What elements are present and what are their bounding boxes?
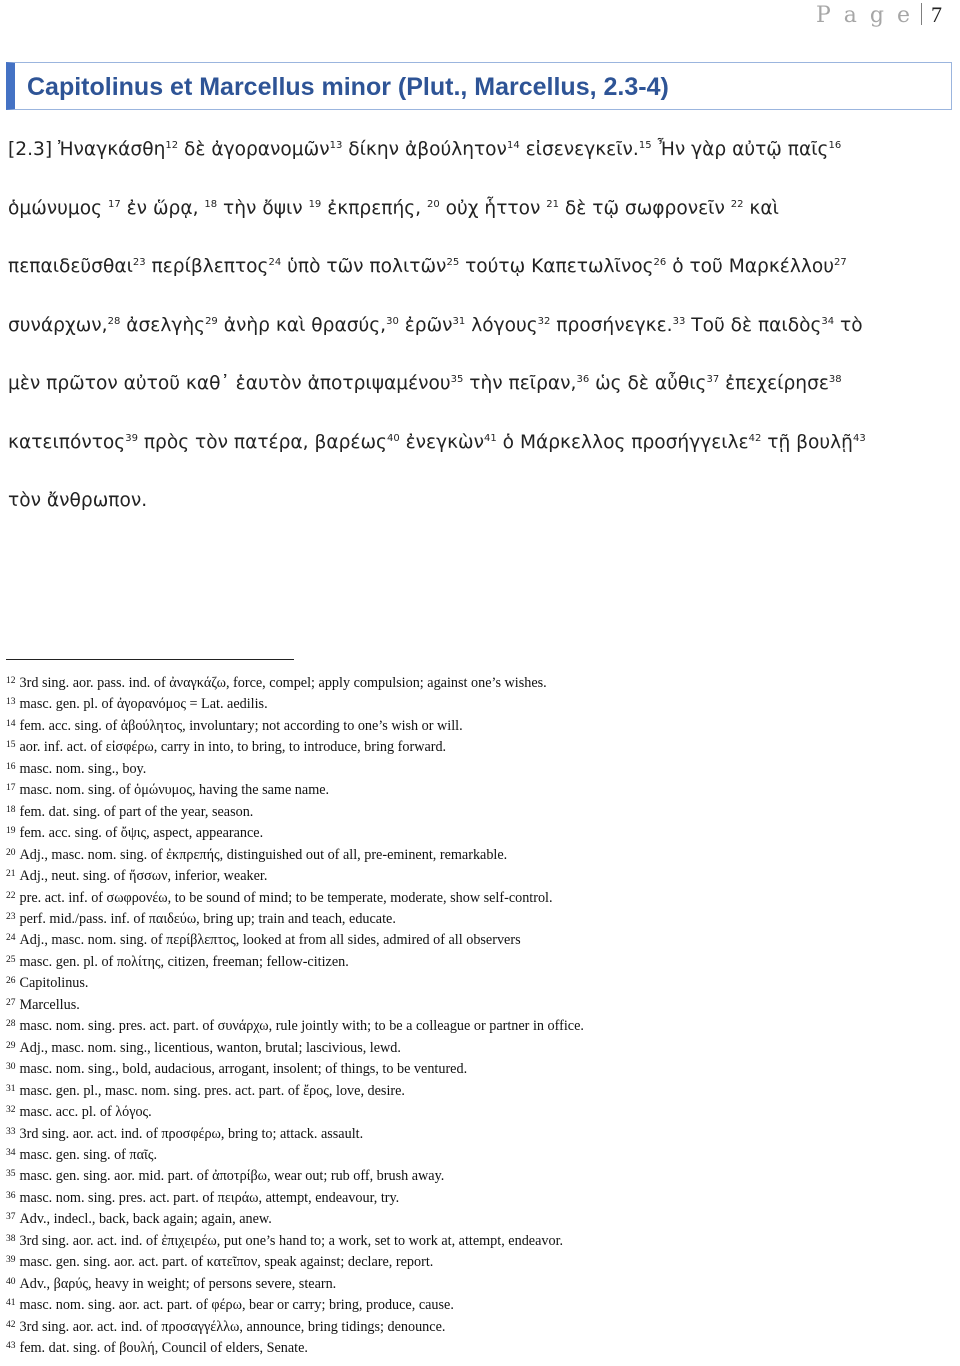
footnote-ref[interactable]: 20 <box>426 198 440 210</box>
footnote-text: Adj., masc. nom. sing. of περίβλεπτος, looked at from all sides, admired of all observers <box>19 932 521 949</box>
footnote-text: masc. acc. pl. of λόγος. <box>19 1104 152 1121</box>
footnote-number: 43 <box>6 1341 16 1352</box>
passage-text: οὐχ ἧττον <box>439 197 547 219</box>
footnote-item <box>6 1317 584 1338</box>
passage-line-7 <box>8 490 147 511</box>
footnote-ref[interactable]: 23 <box>132 257 146 268</box>
passage-text: συνάρχων, <box>8 314 108 336</box>
footnote-ref[interactable]: 27 <box>833 257 847 268</box>
footnote-item <box>6 694 584 715</box>
footnote-item <box>6 1102 584 1123</box>
footnote-ref[interactable]: 36 <box>576 374 590 385</box>
footnote-item <box>6 1274 584 1295</box>
passage-text: καὶ <box>743 197 779 219</box>
footnote-number: 23 <box>6 911 16 922</box>
footnote-item <box>6 780 584 801</box>
footnote-text: masc. gen. sing. of παῖς. <box>19 1146 158 1163</box>
footnote-text: Adv., βαρύς, heavy in weight; of persons severe, stearn. <box>19 1275 337 1292</box>
passage-text: πρὸς τὸν πατέρα, βαρέως <box>137 431 387 453</box>
footnote-text: masc. gen. sing. aor. act. part. of κατεῖπον, speak against; declare, report. <box>19 1254 434 1271</box>
passage-text: ἐκπρεπής, <box>321 197 427 219</box>
footnote-ref[interactable]: 28 <box>107 315 121 327</box>
footnote-ref[interactable]: 40 <box>386 432 400 444</box>
passage-text: προσήνεγκε. <box>550 314 673 336</box>
footnote-item <box>6 802 584 823</box>
footnote-item <box>6 1059 584 1080</box>
footnote-number: 12 <box>6 676 16 686</box>
footnote-number: 38 <box>6 1233 16 1244</box>
footnote-text: masc. nom. sing. of ὁμώνυμος, having the same name. <box>19 782 330 799</box>
footnote-ref[interactable]: 33 <box>672 315 686 327</box>
footnote-ref[interactable]: 24 <box>268 257 282 268</box>
passage-text: τὴν ὄψιν <box>217 197 309 219</box>
footnote-number: 20 <box>6 847 16 858</box>
footnote-item <box>6 1338 584 1359</box>
footnote-ref[interactable]: 21 <box>546 198 559 210</box>
footnote-item <box>6 1252 584 1273</box>
footnote-ref[interactable]: 14 <box>506 140 520 151</box>
footnote-list <box>6 673 584 1360</box>
footnote-ref[interactable]: 12 <box>165 140 179 151</box>
passage-text: τὴν πεῖραν, <box>463 373 577 394</box>
footnote-ref[interactable]: 16 <box>828 140 842 151</box>
footnote-ref[interactable]: 42 <box>748 432 762 444</box>
passage-line-6 <box>8 432 866 453</box>
footnote-ref[interactable]: 13 <box>329 140 343 151</box>
footnote-ref[interactable]: 35 <box>450 374 464 385</box>
passage-text: λόγους <box>465 314 538 336</box>
footnote-number: 36 <box>6 1190 16 1201</box>
footnote-ref[interactable]: 32 <box>537 315 551 327</box>
footnote-item <box>6 1209 584 1230</box>
footnote-number: 31 <box>6 1083 16 1094</box>
footnote-item <box>6 866 584 887</box>
footnote-text: masc. gen. pl., masc. nom. sing. pres. act. part. of ἔρος, love, desire. <box>19 1082 405 1099</box>
footnote-item <box>6 930 584 951</box>
passage-text: περίβλεπτος <box>145 256 269 277</box>
footnote-number: 40 <box>6 1276 16 1287</box>
footnote-item <box>6 1081 584 1102</box>
footnote-item <box>6 1016 584 1037</box>
footnote-number: 34 <box>6 1147 16 1158</box>
footnote-number: 29 <box>6 1040 16 1051</box>
passage-text: ἐνεγκὼν <box>399 431 485 453</box>
footnote-item <box>6 716 584 737</box>
footnote-number: 37 <box>6 1212 16 1223</box>
footnote-number: 32 <box>6 1105 16 1116</box>
passage-text: ὁ Μάρκελλος προσήγγειλε <box>496 431 749 453</box>
page-separator <box>921 3 922 25</box>
passage-text: πεπαιδεῦσθαι <box>8 256 133 277</box>
footnote-text: Marcellus. <box>19 996 80 1013</box>
footnote-number: 13 <box>6 697 16 708</box>
footnote-ref[interactable]: 15 <box>638 140 652 151</box>
footnote-text: 3rd sing. aor. act. ind. of προσαγγέλλω, announce, bring tidings; denounce. <box>19 1318 446 1335</box>
footnote-text: perf. mid./pass. inf. of παιδεύω, bring up; train and teach, educate. <box>19 910 396 927</box>
page-header <box>816 2 942 29</box>
footnote-item <box>6 1231 584 1252</box>
footnote-text: masc. nom. sing., boy. <box>19 760 147 777</box>
footnote-item <box>6 1124 584 1145</box>
footnote-item <box>6 759 584 780</box>
passage-line-1 <box>8 139 841 160</box>
passage-text: τὸν ἄνθρωπον. <box>8 490 148 511</box>
passage-text: εἰσενεγκεῖν. <box>519 139 639 160</box>
footnote-number: 33 <box>6 1126 16 1137</box>
footnote-text: fem. dat. sing. of part of the year, season. <box>19 803 254 820</box>
footnote-item <box>6 737 584 758</box>
passage-text: ἐπεχείρησε <box>719 373 829 394</box>
footnote-number: 42 <box>6 1319 16 1330</box>
footnote-ref[interactable]: 43 <box>852 432 866 444</box>
passage-text: δὲ ἀγορανομῶν <box>178 139 330 160</box>
footnote-number: 19 <box>6 826 16 837</box>
passage-text: ὁμώνυμος <box>8 197 108 219</box>
page-number: 7 <box>931 2 942 27</box>
footnote-text: pre. act. inf. of σωφρονέω, to be sound of mind; to be temperate, moderate, show self-control. <box>19 889 553 906</box>
footnote-text: Adv., indecl., back, back again; again, anew. <box>19 1211 272 1228</box>
footnote-ref[interactable]: 26 <box>653 257 667 268</box>
footnote-number: 16 <box>6 761 16 772</box>
passage-text: μὲν πρῶτον αὐτοῦ καθ᾽ ἑαυτὸν ἀποτριψαμένου <box>8 373 451 394</box>
footnote-text: aor. inf. act. of εἰσφέρω, carry in into, to bring, to introduce, bring forward. <box>19 739 447 756</box>
footnote-ref[interactable]: 30 <box>386 315 399 327</box>
passage-text: ἐρῶν <box>398 314 453 336</box>
passage-text: [2.3] Ἠναγκάσθη <box>8 139 166 160</box>
passage-text: τῇ βουλῇ <box>761 431 853 453</box>
passage-text: ὡς δὲ αὖθις <box>589 373 707 394</box>
footnote-text: Adj., neut. sing. of ἥσσων, inferior, weaker. <box>19 868 268 885</box>
section-title: Capitolinus et Marcellus minor (Plut., Marcellus, 2.3-4) <box>27 73 669 101</box>
footnote-ref[interactable]: 31 <box>452 315 466 327</box>
footnote-number: 41 <box>6 1298 16 1309</box>
passage-line-4 <box>8 315 863 336</box>
footnote-text: masc. nom. sing. aor. act. part. of φέρω, bear or carry; bring, produce, cause. <box>19 1297 454 1314</box>
footnote-number: 39 <box>6 1255 16 1266</box>
footnote-number: 35 <box>6 1169 16 1180</box>
footnote-ref[interactable]: 37 <box>706 374 720 385</box>
footnote-item <box>6 1038 584 1059</box>
footnote-item <box>6 888 584 909</box>
footnote-item <box>6 1188 584 1209</box>
footnote-number: 28 <box>6 1019 16 1030</box>
footnote-number: 15 <box>6 740 16 751</box>
passage-text: ἀνὴρ καὶ θρασύς, <box>217 314 387 336</box>
passage-text: Τοῦ δὲ παιδὸς <box>685 314 822 336</box>
footnote-ref[interactable]: 18 <box>204 198 218 210</box>
footnote-number: 24 <box>6 933 16 944</box>
passage-text: τὸ <box>834 314 863 336</box>
footnote-number: 27 <box>6 997 16 1008</box>
footnote-text: Capitolinus. <box>19 975 89 992</box>
footnote-item <box>6 673 584 694</box>
footnote-number: 17 <box>6 783 16 794</box>
passage-text: τούτῳ Καπετωλῖνος <box>459 256 654 277</box>
footnote-ref[interactable]: 39 <box>125 432 138 444</box>
footnote-number: 22 <box>6 890 16 901</box>
footnote-item <box>6 1145 584 1166</box>
footnote-separator <box>6 659 294 660</box>
passage-text: ἐν ὥρᾳ, <box>120 197 205 219</box>
footnote-text: masc. gen. pl. of ἀγορανόμος = Lat. aedilis. <box>19 696 268 713</box>
footnote-number: 25 <box>6 954 16 965</box>
footnote-item <box>6 823 584 844</box>
footnote-number: 21 <box>6 869 16 880</box>
footnote-number: 18 <box>6 804 16 815</box>
passage-text: κατειπόντος <box>8 431 126 453</box>
footnote-ref[interactable]: 38 <box>828 374 842 385</box>
footnote-text: Adj., masc. nom. sing., licentious, wanton, brutal; lascivious, lewd. <box>19 1039 401 1056</box>
footnote-text: masc. nom. sing. pres. act. part. of συνάρχω, rule jointly with; to be a colleague or partner in office. <box>19 1018 584 1035</box>
footnote-ref[interactable]: 17 <box>107 198 121 210</box>
passage-line-5 <box>8 373 842 394</box>
footnote-text: 3rd sing. aor. pass. ind. of ἀναγκάζω, force, compel; apply compulsion; against one’s wishes. <box>19 675 547 691</box>
footnote-item <box>6 909 584 930</box>
footnote-item <box>6 952 584 973</box>
passage-text: Ἦν γὰρ αὐτῷ παῖς <box>651 139 829 160</box>
footnote-ref[interactable]: 29 <box>205 315 218 327</box>
passage-text: δίκην ἀβούλητον <box>342 139 507 160</box>
footnote-ref[interactable]: 22 <box>730 198 744 210</box>
section-title-bar <box>6 62 952 110</box>
footnote-number: 26 <box>6 976 16 987</box>
passage-text: ἀσελγὴς <box>120 314 206 336</box>
footnote-text: masc. nom. sing. pres. act. part. of πειράω, attempt, endeavour, try. <box>19 1189 400 1206</box>
passage-text: ὑπὸ τῶν πολιτῶν <box>281 256 447 277</box>
footnote-text: fem. acc. sing. of ἀβούλητος, involuntary; not according to one’s wish or will. <box>19 717 463 734</box>
footnote-number: 30 <box>6 1062 16 1073</box>
footnote-item <box>6 845 584 866</box>
passage-text: ὁ τοῦ Μαρκέλλου <box>666 256 834 277</box>
footnote-ref[interactable]: 25 <box>446 257 460 268</box>
page-label: P a g e <box>815 3 913 28</box>
footnote-text: 3rd sing. aor. act. ind. of προσφέρω, bring to; attack. assault. <box>19 1125 364 1142</box>
passage-line-2 <box>8 198 779 219</box>
footnote-text: masc. gen. pl. of πολίτης, citizen, freeman; fellow-citizen. <box>19 953 349 970</box>
passage-line-3 <box>8 256 847 277</box>
footnote-text: masc. gen. sing. aor. mid. part. of ἀποτρίβω, wear out; rub off, brush away. <box>19 1168 445 1185</box>
footnote-ref[interactable]: 41 <box>484 432 497 444</box>
footnote-ref[interactable]: 19 <box>308 198 322 210</box>
footnote-item <box>6 973 584 994</box>
footnote-text: fem. dat. sing. of βουλή, Council of elders, Senate. <box>19 1340 308 1357</box>
footnote-item <box>6 1166 584 1187</box>
footnote-number: 14 <box>6 718 16 729</box>
footnote-item <box>6 1295 584 1316</box>
footnote-item <box>6 995 584 1016</box>
passage-text: δὲ τῷ σωφρονεῖν <box>559 197 731 219</box>
footnote-text: masc. nom. sing., bold, audacious, arrogant, insolent; of things, to be ventured. <box>19 1061 468 1078</box>
footnote-ref[interactable]: 34 <box>821 315 835 327</box>
footnote-text: 3rd sing. aor. act. ind. of ἐπιχειρέω, put one’s hand to; a work, set to work at, attempt, endeavor. <box>19 1232 564 1249</box>
footnote-text: Adj., masc. nom. sing. of ἐκπρεπής, distinguished out of all, pre-eminent, remarkable. <box>19 846 508 863</box>
greek-passage <box>8 121 952 531</box>
footnote-text: fem. acc. sing. of ὄψις, aspect, appearance. <box>19 825 264 842</box>
